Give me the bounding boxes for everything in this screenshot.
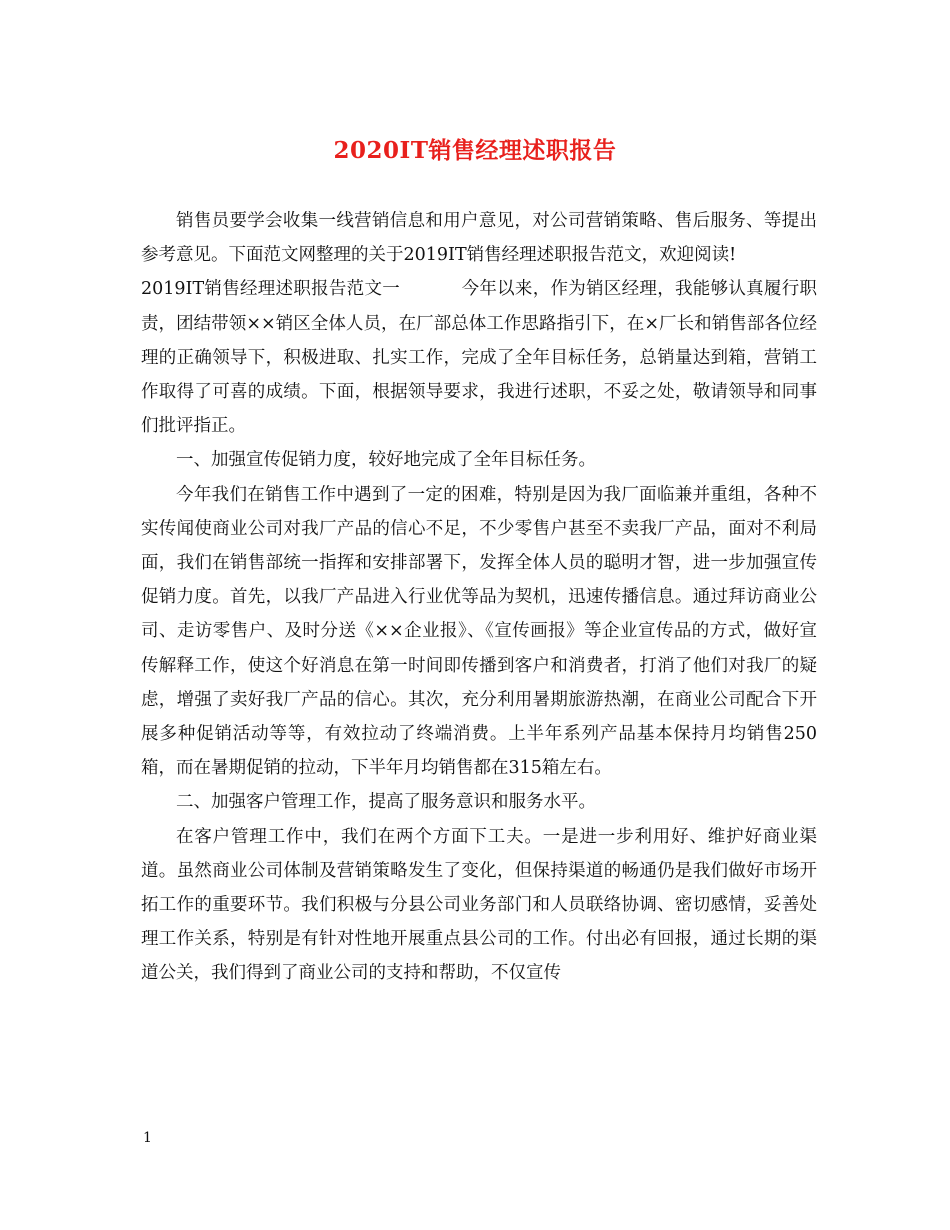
example-paragraph xyxy=(141,272,817,443)
section-1-heading: 一、加强宣传促销力度，较好地完成了全年目标任务。 xyxy=(176,450,596,471)
example-heading: 2019IT销售经理述职报告范文一 xyxy=(141,279,401,300)
document-body xyxy=(141,204,817,991)
page-number: 1 xyxy=(143,1130,152,1146)
intro-paragraph: 销售员要学会收集一线营销信息和用户意见，对公司营销策略、售后服务、等提出参考意见。下面范文网整理的关于2019IT销售经理述职报告范文，欢迎阅读! xyxy=(141,211,817,266)
section-1-paragraph: 今年我们在销售工作中遇到了一定的困难，特别是因为我厂面临兼并重组，各种不实传闻使商业公司对我厂产品的信心不足，不少零售户甚至不卖我厂产品，面对不利局面，我们在销售部统一指挥和安排部署下，发挥全体人员的聪明才智，进一步加强宣传促销力度。首先，以我厂产品进入行业优等品为契机，迅速传播信息。通过拜访商业公司、走访零售户、及时分送《××企业报》、《宣传画报》等企业宣传品的方式，做好宣传解释工作，使这个好消息在第一时间即传播到客户和消费者，打消了他们对我厂的疑虑，增强了卖好我厂产品的信心。其次，充分利用暑期旅游热潮，在商业公司配合下开展多种促销活动等等，有效拉动了终端消费。上半年系列产品基本保持月均销售250箱，而在暑期促销的拉动，下半年月均销售都在315箱左右。 xyxy=(141,484,817,779)
example-text: 今年以来，作为销区经理，我能够认真履行职责，团结带领××销区全体人员，在厂部总体工作思路指引下，在×厂长和销售部各位经理的正确领导下，积极进取、扎实工作，完成了全年目标任务，总销量达到箱，营销工作取得了可喜的成绩。下面，根据领导要求，我进行述职，不妥之处，敬请领导和同事们批评指正。 xyxy=(141,279,817,437)
section-2-paragraph: 在客户管理工作中，我们在两个方面下工夫。一是进一步利用好、维护好商业渠道。虽然商业公司体制及营销策略发生了变化，但保持渠道的畅通仍是我们做好市场开拓工作的重要环节。我们积极与分县公司业务部门和人员联络协调、密切感情，妥善处理工作关系，特别是有针对性地开展重点县公司的工作。付出必有回报，通过长期的渠道公关，我们得到了商业公司的支持和帮助，不仅宣传 xyxy=(141,826,817,984)
section-2-heading: 二、加强客户管理工作，提高了服务意识和服务水平。 xyxy=(176,792,596,813)
document-title: 2020IT销售经理述职报告 xyxy=(333,137,617,164)
